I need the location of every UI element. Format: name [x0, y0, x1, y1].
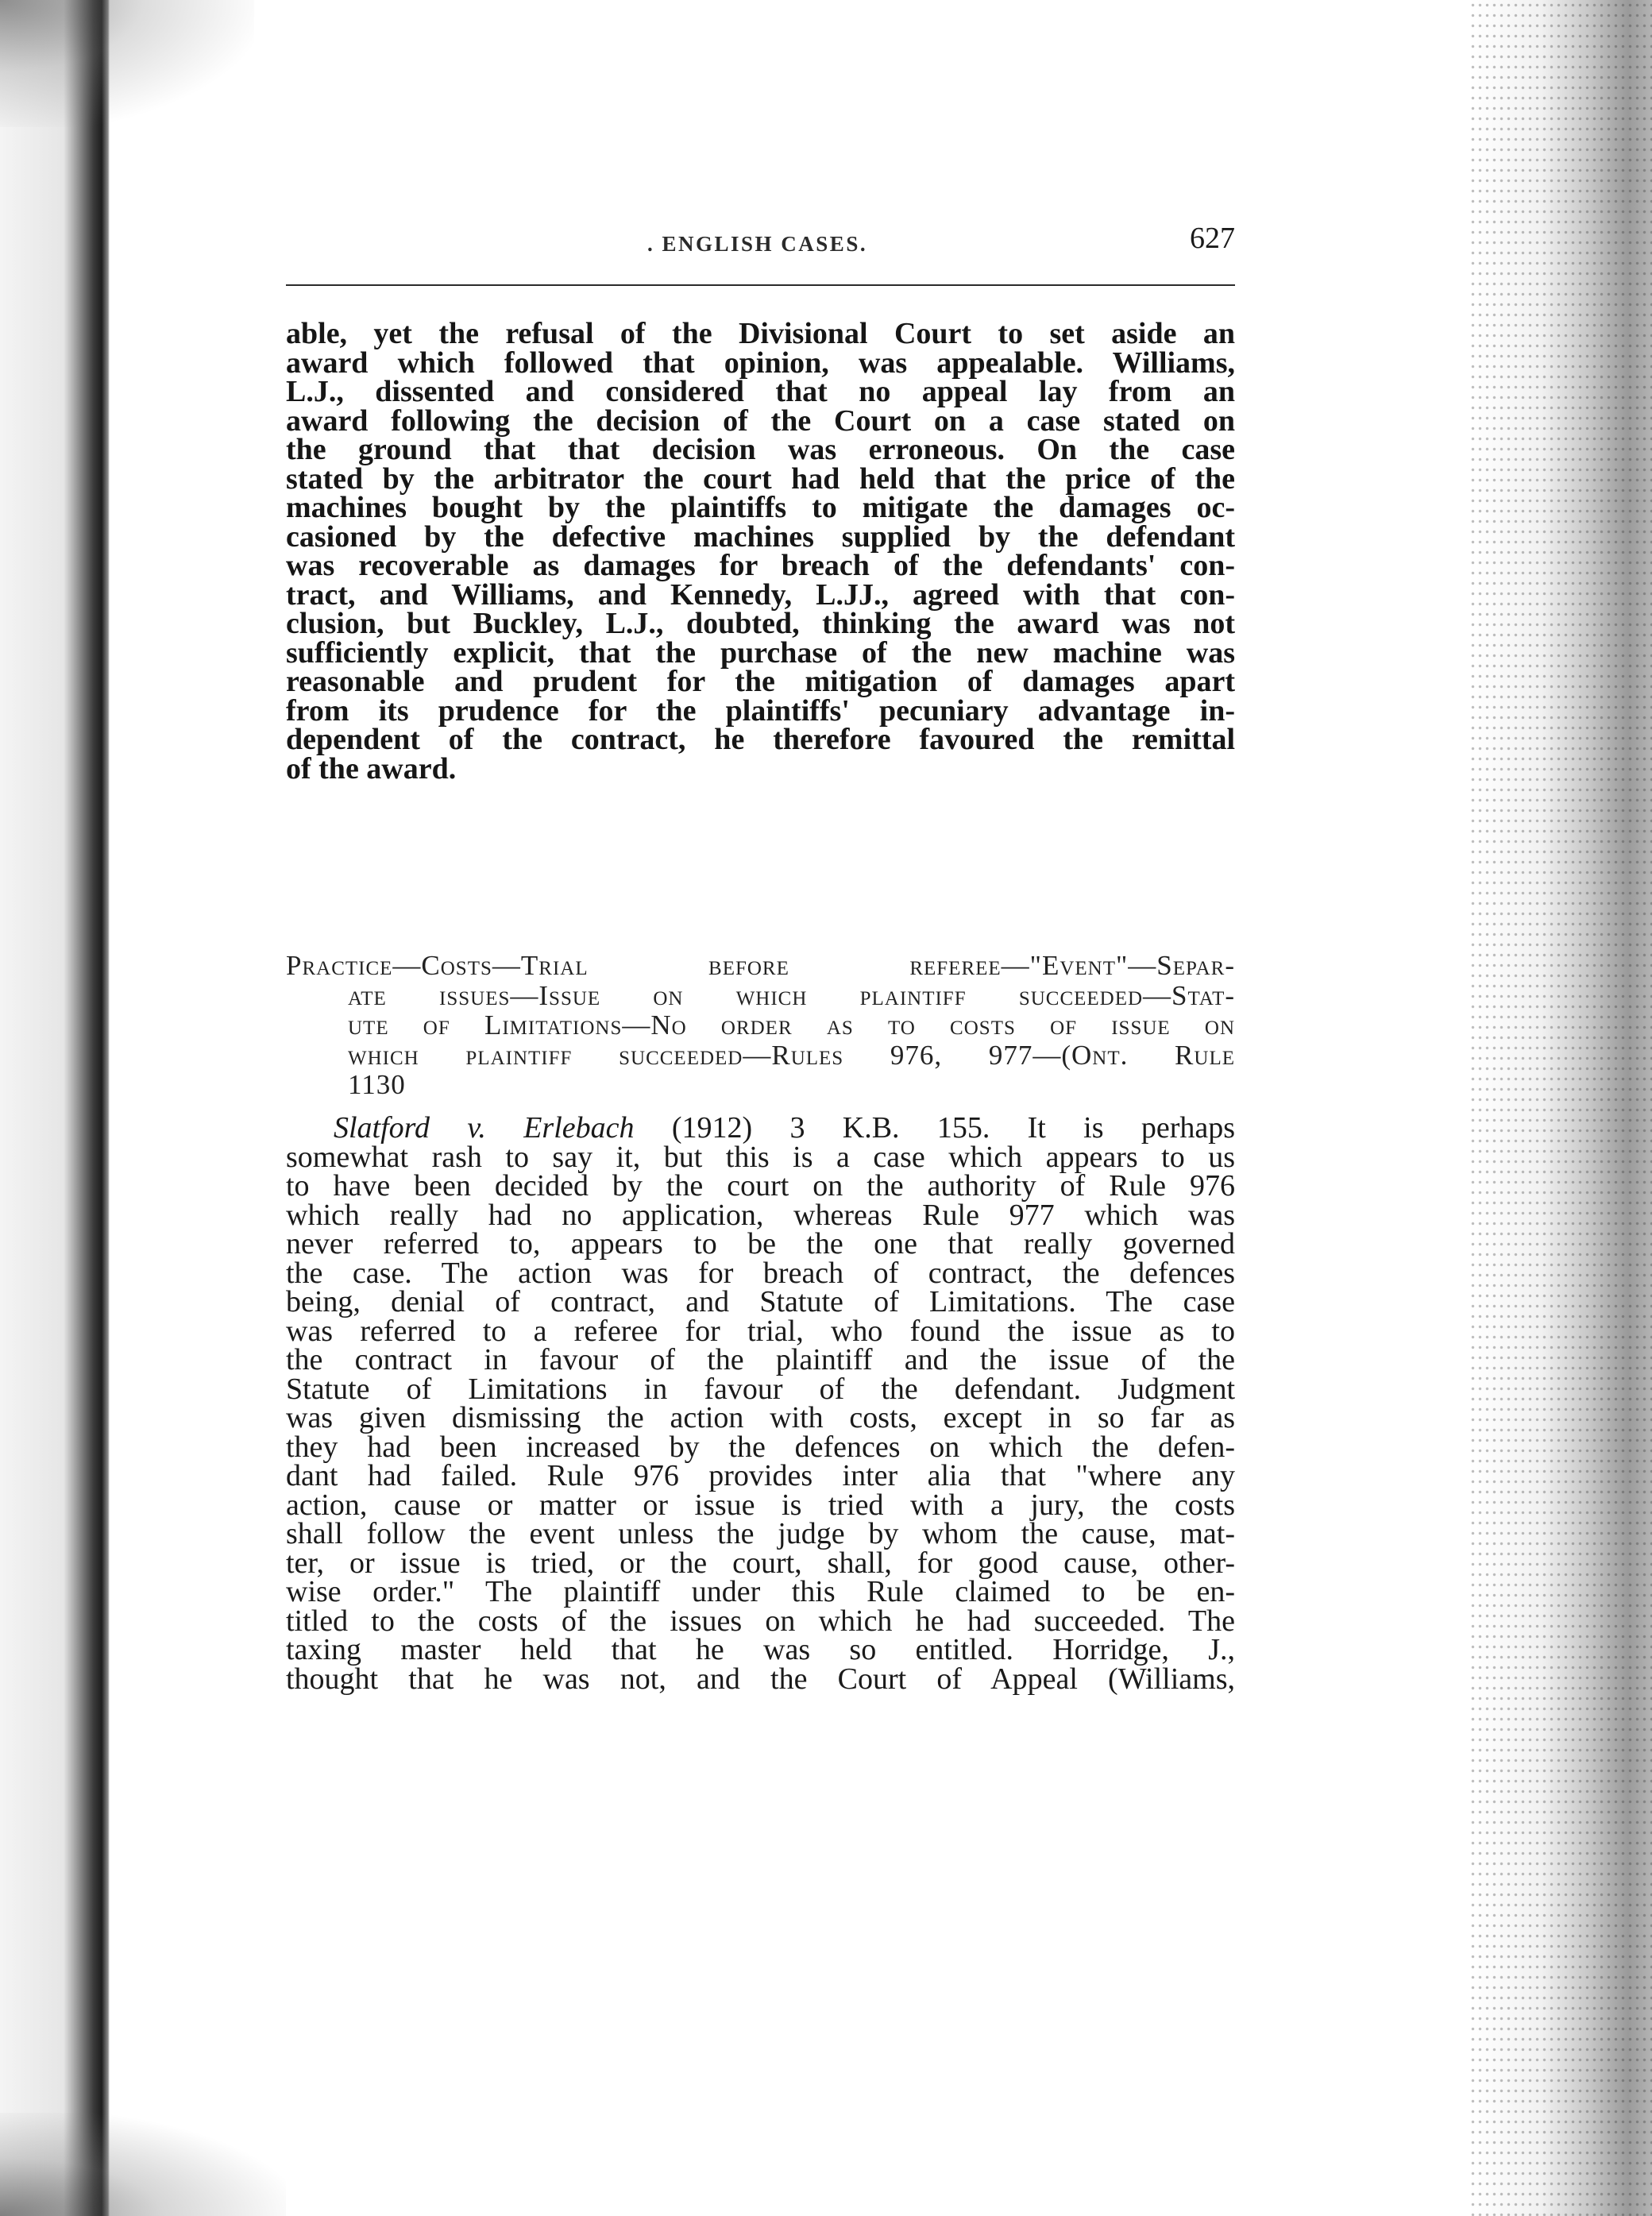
page-header: [286, 214, 1235, 270]
text-line: [286, 1111, 1236, 1145]
text-line: tract, and Williams, and Kennedy, L.JJ., agreed with that con-: [286, 577, 1235, 612]
text-line: machines bought by the plaintiffs to mitigate the damages oc-: [286, 491, 1235, 524]
headnote-line: ute of Limitations—No order as to costs of issue on: [348, 1010, 1235, 1040]
paragraph-continued: [286, 317, 1235, 786]
headnote-line: 1130: [348, 1069, 406, 1100]
case-name: Slatford v. Erlebach: [334, 1111, 635, 1145]
text-line: from its prudence for the plaintiffs' pecuniary advantage in-: [286, 693, 1235, 728]
text-line: was recoverable as damages for breach of the defendants' con-: [286, 549, 1235, 582]
text-line: shall follow the event unless the judge by whom the cause, mat-: [286, 1517, 1235, 1550]
header-rule: [286, 284, 1235, 286]
scan-shadow-top-left: [0, 0, 254, 127]
text-line: reasonable and prudent for the mitigation of damages apart: [286, 665, 1235, 698]
text-line: casioned by the defective machines supplied by the defendant: [286, 519, 1235, 554]
running-head: . ENGLISH CASES.: [647, 232, 868, 256]
headnote-line: Practice—Costs—Trial before referee—"Event"—Separ-: [286, 950, 1235, 981]
headnote-line: which plaintiff succeeded—Rules 976, 977—(Ont. Rule: [348, 1039, 1235, 1071]
text-line: thought that he was not, and the Court of Appeal (Williams,: [286, 1662, 1235, 1696]
text-line: titled to the costs of the issues on which he had succeeded. The: [286, 1604, 1235, 1638]
text-line: sufficiently explicit, that the purchase of the new machine was: [286, 635, 1235, 670]
text-line: ter, or issue is tried, or the court, shall, for good cause, other-: [286, 1546, 1235, 1580]
text-line: award which followed that opinion, was appealable. Williams,: [286, 346, 1235, 380]
text-line: L.J., dissented and considered that no appeal lay from an: [286, 375, 1235, 408]
text-line: stated by the arbitrator the court had held that the price of the: [286, 461, 1235, 496]
text-line: wise order." The plaintiff under this Rule claimed to be en-: [286, 1575, 1235, 1608]
text-line: clusion, but Buckley, L.J., doubted, thinking the award was not: [286, 607, 1235, 640]
text-line: the contract in favour of the plaintiff and the issue of the: [286, 1343, 1235, 1376]
page-number: 627: [1190, 222, 1235, 255]
text-line: of the award.: [286, 751, 457, 786]
text-line: dependent of the contract, he therefore favoured the remittal: [286, 723, 1235, 756]
text-line: never referred to, appears to be the one that really governed: [286, 1227, 1235, 1260]
text-line: which really had no application, whereas Rule 977 which was: [286, 1198, 1235, 1232]
text-line: action, cause or matter or issue is tried with a jury, the costs: [286, 1488, 1235, 1522]
text-line: taxing master held that he was so entitled. Horridge, J.,: [286, 1633, 1235, 1666]
headnote-line: ate issues—Issue on which plaintiff succeeded—Stat-: [348, 979, 1235, 1011]
text-line: being, denial of contract, and Statute of Limitations. The case: [286, 1285, 1235, 1318]
text-line: the ground that that decision was erroneous. On the case: [286, 433, 1235, 466]
case-headnote: [286, 951, 1235, 1100]
text-line: to have been decided by the court on the authority of Rule 976: [286, 1169, 1235, 1203]
citation: (1912) 3 K.B. 155. It is perhaps: [671, 1111, 1236, 1145]
text-line: dant had failed. Rule 976 provides inter alia that "where any: [286, 1459, 1235, 1492]
text-line: able, yet the refusal of the Divisional Court to set aside an: [286, 317, 1235, 350]
scan-binding-edge: [0, 0, 110, 2216]
text-line: somewhat rash to say it, but this is a case which appears to us: [286, 1140, 1235, 1174]
text-line: was referred to a referee for trial, who found the issue as to: [286, 1314, 1235, 1348]
text-line: the case. The action was for breach of contract, the defences: [286, 1256, 1235, 1290]
text-line: they had been increased by the defences on which the defen-: [286, 1430, 1235, 1464]
book-page: [286, 214, 1236, 1696]
text-line: award following the decision of the Court on a case stated on: [286, 403, 1235, 438]
text-line: Statute of Limitations in favour of the defendant. Judgment: [286, 1372, 1235, 1406]
scan-right-speckle: [1469, 0, 1652, 2216]
paragraph-case-report: [286, 1111, 1236, 1696]
text-line: was given dismissing the action with costs, except in so far as: [286, 1401, 1235, 1434]
scan-shadow-bottom-left: [0, 2113, 286, 2216]
